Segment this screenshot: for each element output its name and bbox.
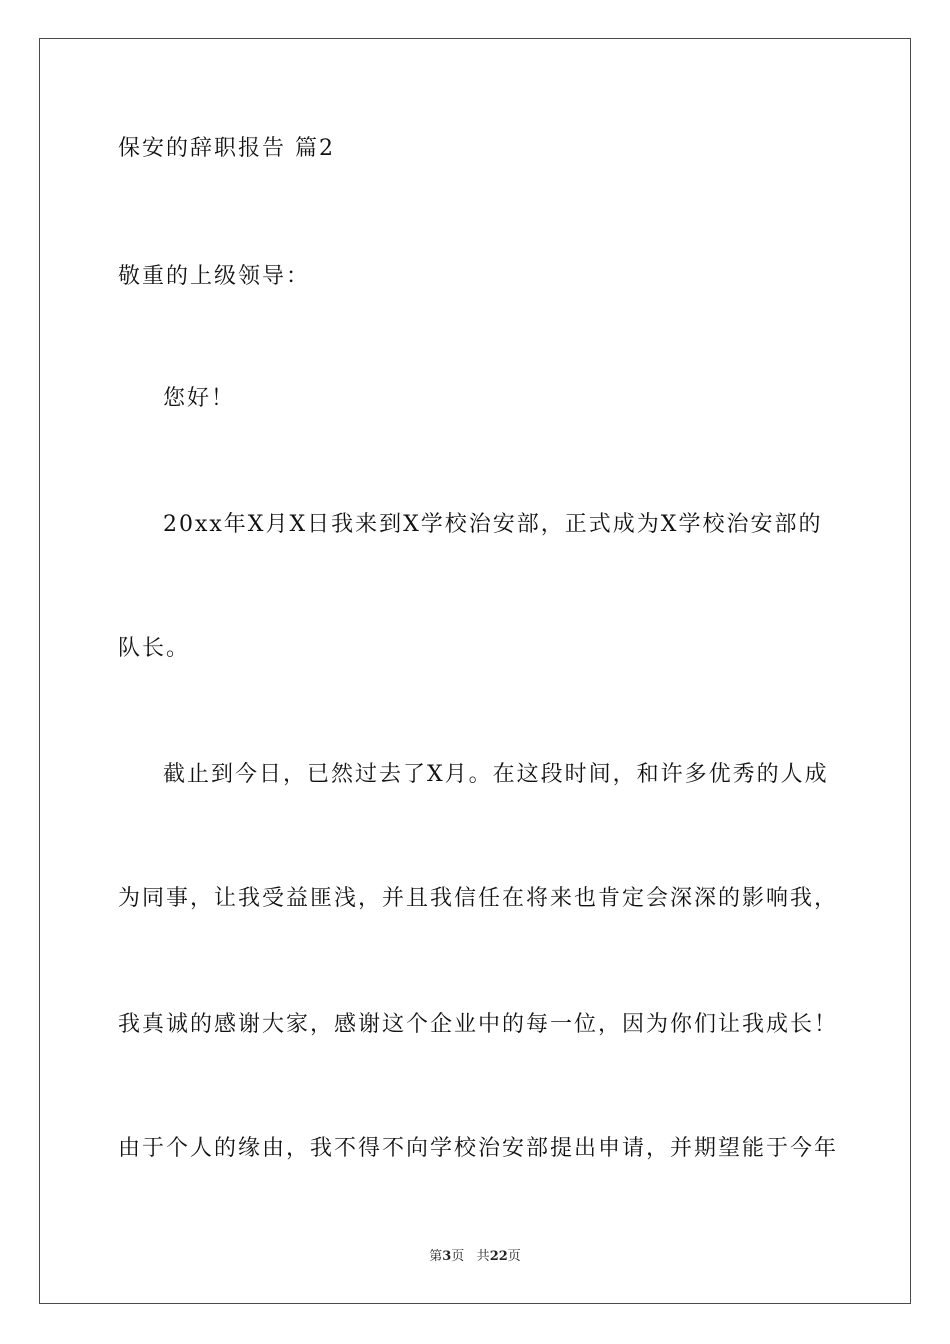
document-title: 保安的辞职报告 篇2 xyxy=(118,136,335,161)
paragraph-line-5: 我真诚的感谢大家，感谢这个企业中的每一位，因为你们让我成长！ xyxy=(118,1012,839,1037)
total-prefix: 共 xyxy=(476,1249,490,1264)
salutation: 敬重的上级领导： xyxy=(118,264,311,289)
paragraph-line-2: 队长。 xyxy=(118,636,191,661)
paragraph-line-6: 由于个人的缘由，我不得不向学校治安部提出申请，并期望能于今年 xyxy=(118,1136,839,1161)
page-prefix: 第 xyxy=(429,1249,443,1264)
page-number: 3 xyxy=(442,1249,452,1264)
total-suffix: 页 xyxy=(507,1249,521,1264)
paragraph-line-1: 20xx年X月X日我来到X学校治安部，正式成为X学校治安部的 xyxy=(163,512,823,537)
page-frame xyxy=(39,38,911,1304)
total-pages: 22 xyxy=(489,1249,508,1264)
page-suffix: 页 xyxy=(451,1249,465,1264)
page-footer xyxy=(0,1248,950,1266)
paragraph-line-3: 截止到今日，已然过去了X月。在这段时间，和许多优秀的人成 xyxy=(163,762,829,787)
paragraph-line-4: 为同事，让我受益匪浅，并且我信任在将来也肯定会深深的影响我， xyxy=(118,886,839,911)
greeting: 您好！ xyxy=(163,386,236,411)
